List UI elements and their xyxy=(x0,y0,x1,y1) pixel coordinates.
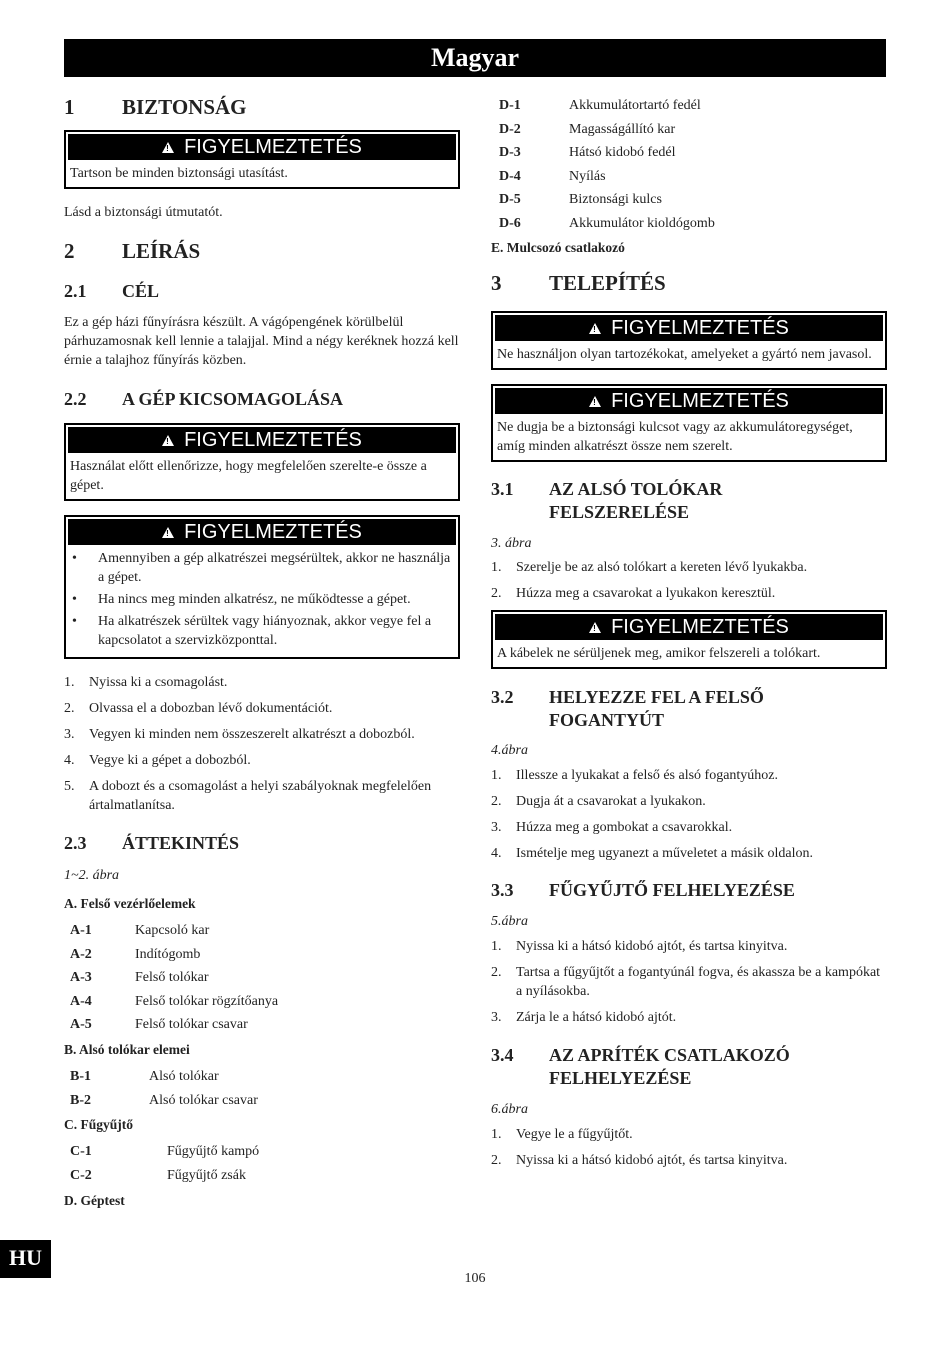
step-text: Szerelje be az alsó tolókart a kereten lévő lyukakba. xyxy=(516,559,808,575)
part-name: Indítógomb xyxy=(135,946,201,962)
part-name: Kapcsoló kar xyxy=(135,923,210,938)
section-title-line: FELSZERELÉSE xyxy=(549,501,690,522)
step-text: Dugja át a csavarokat a lyukakon. xyxy=(516,793,706,809)
step-text: Olvassa el a dobozban lévő dokumentációt. xyxy=(89,701,333,716)
part-code: D-1 xyxy=(499,98,521,113)
section-3-2-heading xyxy=(491,686,887,732)
section-number: 2 xyxy=(64,239,75,263)
warning-header xyxy=(495,614,883,640)
warning-text: A kábelek ne sérüljenek meg, amikor felszereli a tolókart. xyxy=(497,645,821,661)
warning-box xyxy=(491,311,887,370)
part-code: B-1 xyxy=(70,1069,91,1085)
parts-list xyxy=(491,96,887,233)
part-row xyxy=(64,1091,460,1110)
step-text: A dobozt és a csomagolást a helyi szabályoknak megfelelően ártalmatlanítsa. xyxy=(89,779,432,813)
figure-reference: 5.ábra xyxy=(491,913,528,929)
part-name: Biztonsági kulcs xyxy=(569,192,662,208)
paragraph: Ez a gép házi fűnyírásra készült. A vágópengének körülbelül párhuzamosnak kell lennie a talajjal. Mind a négy keréknek hozzá kell érnie a talajhoz fűnyírás közben. xyxy=(64,315,459,368)
part-row xyxy=(64,968,460,987)
list-item xyxy=(64,673,460,692)
step-number: 2. xyxy=(491,1152,502,1168)
part-name: Nyílás xyxy=(569,168,606,184)
section-number: 3.1 xyxy=(491,478,514,499)
step-number: 3. xyxy=(64,727,75,742)
step-number: 1. xyxy=(491,767,502,783)
list-item xyxy=(70,590,454,609)
part-row xyxy=(64,1142,460,1161)
group-title: B. Alsó tolókar elemei xyxy=(64,1042,190,1058)
step-number: 1. xyxy=(491,559,502,575)
step-number: 3. xyxy=(491,819,502,835)
part-row xyxy=(491,167,887,186)
part-code: D-3 xyxy=(499,145,521,161)
part-code: A-2 xyxy=(70,946,92,962)
list-item xyxy=(491,1151,887,1170)
part-name: Felső tolókar rögzítőanya xyxy=(135,993,279,1009)
steps-list xyxy=(491,766,887,863)
part-code: A-3 xyxy=(70,970,92,986)
warning-label: FIGYELMEZTETÉS xyxy=(611,316,789,339)
figure-reference: 4.ábra xyxy=(491,742,528,758)
section-number: 2.1 xyxy=(64,281,87,301)
section-number: 2.3 xyxy=(64,833,87,853)
section-title: BIZTONSÁG xyxy=(122,95,247,119)
paragraph: Lásd a biztonsági útmutatót. xyxy=(64,205,223,220)
step-number: 3. xyxy=(491,1009,502,1025)
part-row xyxy=(491,96,887,115)
section-title-line: FOGANTYÚT xyxy=(549,709,665,730)
step-text: Húzza meg a gombokat a csavarokkal. xyxy=(516,819,733,835)
warning-label: FIGYELMEZTETÉS xyxy=(611,615,789,638)
section-3-1-heading xyxy=(491,478,887,524)
step-text: Nyissa ki a csomagolást. xyxy=(89,675,228,690)
step-number: 4. xyxy=(491,845,502,861)
right-column xyxy=(491,96,887,1177)
language-tab: HU xyxy=(0,1240,51,1278)
page-title-banner: Magyar xyxy=(64,39,886,77)
steps-list xyxy=(491,937,887,1027)
warning-text: Ne dugja be a biztonsági kulcsot vagy az akkumulátoregységet, amíg minden alkatrészt össze nem szerelt. xyxy=(497,419,853,454)
part-name: Felső tolókar xyxy=(135,970,209,986)
warning-label: FIGYELMEZTETÉS xyxy=(184,136,362,158)
list-item xyxy=(491,844,887,863)
section-number: 3 xyxy=(491,270,502,295)
warning-header xyxy=(68,519,456,545)
warning-header xyxy=(495,388,883,414)
parts-list xyxy=(64,1067,460,1110)
part-name: Akkumulátor kioldógomb xyxy=(569,215,715,231)
section-title-line: AZ APRÍTÉK CSATLAKOZÓ xyxy=(549,1044,790,1065)
list-item xyxy=(70,549,454,587)
warning-text: Tartson be minden biztonsági utasítást. xyxy=(70,166,288,181)
warning-label: FIGYELMEZTETÉS xyxy=(184,521,362,543)
section-title: ÁTTEKINTÉS xyxy=(122,833,240,853)
warning-body xyxy=(66,547,458,657)
list-item xyxy=(64,777,460,815)
section-2-2-heading xyxy=(64,388,460,411)
list-item xyxy=(491,963,887,1001)
section-title xyxy=(549,686,764,732)
list-item xyxy=(70,612,454,650)
bullet: • xyxy=(72,614,77,629)
warning-header xyxy=(495,315,883,341)
section-number: 3.2 xyxy=(491,686,514,707)
list-item-text: Ha nincs meg minden alkatrész, ne működtesse a gépet. xyxy=(98,592,411,607)
step-text: Vegye ki a gépet a dobozból. xyxy=(89,753,251,768)
part-row xyxy=(64,992,460,1011)
warning-triangle-icon xyxy=(589,323,601,334)
part-code: A-5 xyxy=(70,1017,92,1033)
warning-box xyxy=(491,610,887,669)
section-title: CÉL xyxy=(122,281,160,301)
section-number: 3.3 xyxy=(491,879,514,900)
section-1-heading xyxy=(64,95,460,120)
part-row xyxy=(64,1015,460,1034)
part-row xyxy=(491,120,887,139)
warning-header xyxy=(68,134,456,160)
part-row xyxy=(491,190,887,209)
section-3-4-heading xyxy=(491,1044,887,1090)
part-row xyxy=(491,214,887,233)
section-title: A GÉP KICSOMAGOLÁSA xyxy=(122,389,344,409)
warning-box xyxy=(64,515,460,659)
warning-text: Ne használjon olyan tartozékokat, amelyeket a gyártó nem javasol. xyxy=(497,346,872,362)
section-2-heading xyxy=(64,239,460,264)
list-item xyxy=(491,937,887,956)
list-item-text: Ha alkatrészek sérültek vagy hiányoznak, akkor vegye fel a kapcsolatot a szervizközponttal. xyxy=(98,614,432,648)
bullet: • xyxy=(72,551,77,566)
list-item xyxy=(491,792,887,811)
section-title: FŰGYŰJTŐ FELHELYEZÉSE xyxy=(549,879,795,900)
list-item xyxy=(491,584,887,603)
figure-reference: 1~2. ábra xyxy=(64,868,120,883)
part-row xyxy=(64,945,460,964)
step-number: 1. xyxy=(491,1126,502,1142)
list-item-text: Amennyiben a gép alkatrészei megsérültek, akkor ne használja a gépet. xyxy=(98,551,451,585)
section-title: TELEPÍTÉS xyxy=(549,270,666,295)
warning-box xyxy=(491,384,887,462)
step-text: Zárja le a hátsó kidobó ajtót. xyxy=(516,1009,677,1025)
steps-list xyxy=(491,1125,887,1170)
section-title-line: AZ ALSÓ TOLÓKAR xyxy=(549,478,723,499)
bullet: • xyxy=(72,592,77,607)
part-code: A-1 xyxy=(70,923,92,938)
section-2-3-heading xyxy=(64,832,460,855)
section-number: 2.2 xyxy=(64,389,87,409)
step-number: 2. xyxy=(491,585,502,601)
group-title: A. Felső vezérlőelemek xyxy=(64,896,196,911)
step-number: 4. xyxy=(64,753,75,768)
part-name: Alsó tolókar csavar xyxy=(149,1092,258,1108)
part-name: Alsó tolókar xyxy=(149,1069,219,1085)
figure-reference: 6.ábra xyxy=(491,1101,528,1117)
list-item xyxy=(64,725,460,744)
warning-box xyxy=(64,423,460,501)
step-number: 2. xyxy=(491,793,502,809)
part-name: Fűgyűjtő kampó xyxy=(167,1143,260,1159)
group-title: C. Fűgyűjtő xyxy=(64,1116,134,1132)
step-number: 1. xyxy=(491,938,502,954)
steps-list xyxy=(64,673,460,815)
section-number: 3.4 xyxy=(491,1044,514,1065)
step-text: Vegye le a fűgyűjtőt. xyxy=(516,1126,633,1142)
part-row xyxy=(64,1067,460,1086)
part-code: D-5 xyxy=(499,192,521,208)
list-item xyxy=(64,699,460,718)
part-name: Magasságállító kar xyxy=(569,121,676,137)
section-title xyxy=(549,1044,790,1090)
step-number: 2. xyxy=(64,701,75,716)
part-code: D-2 xyxy=(499,121,521,137)
section-3-heading xyxy=(491,271,887,296)
step-number: 2. xyxy=(491,964,502,980)
part-row xyxy=(491,143,887,162)
warning-triangle-icon xyxy=(162,435,174,446)
part-name: Felső tolókar csavar xyxy=(135,1017,248,1033)
part-name: Hátsó kidobó fedél xyxy=(569,145,676,161)
part-code: C-2 xyxy=(70,1167,92,1183)
warning-triangle-icon xyxy=(162,142,174,153)
part-row xyxy=(64,921,460,940)
part-name: Fűgyűjtő zsák xyxy=(167,1167,246,1183)
part-code: B-2 xyxy=(70,1092,91,1108)
step-text: Húzza meg a csavarokat a lyukakon keresztül. xyxy=(516,585,776,601)
section-title: LEÍRÁS xyxy=(122,239,201,263)
step-number: 1. xyxy=(64,675,75,690)
list-item xyxy=(491,1008,887,1027)
step-text: Nyissa ki a hátsó kidobó ajtót, és tartsa kinyitva. xyxy=(516,1152,788,1168)
step-text: Illessze a lyukakat a felső és alsó fogantyúhoz. xyxy=(516,767,779,783)
section-2-1-heading xyxy=(64,280,460,303)
warning-text: Használat előtt ellenőrizze, hogy megfelelően szerelte-e össze a gépet. xyxy=(70,459,427,493)
group-title: E. Mulcsozó csatlakozó xyxy=(491,239,625,255)
list-item xyxy=(491,558,887,577)
warning-box xyxy=(64,130,460,189)
warning-label: FIGYELMEZTETÉS xyxy=(184,429,362,451)
step-number: 5. xyxy=(64,779,75,794)
section-title xyxy=(549,478,722,524)
section-number: 1 xyxy=(64,95,75,119)
warning-label: FIGYELMEZTETÉS xyxy=(611,389,789,412)
parts-list xyxy=(64,921,460,1034)
left-column xyxy=(64,92,460,1209)
list-item xyxy=(491,818,887,837)
step-text: Ismételje meg ugyanezt a műveletet a másik oldalon. xyxy=(516,845,814,861)
warning-triangle-icon xyxy=(162,527,174,538)
part-row xyxy=(64,1166,460,1185)
parts-list xyxy=(64,1142,460,1185)
warning-triangle-icon xyxy=(589,622,601,633)
list-item xyxy=(491,766,887,785)
part-name: Akkumulátortartó fedél xyxy=(569,98,701,113)
step-text: Vegyen ki minden nem összeszerelt alkatrészt a dobozból. xyxy=(89,727,415,742)
warning-header xyxy=(68,427,456,453)
step-text: Nyissa ki a hátsó kidobó ajtót, és tartsa kinyitva. xyxy=(516,938,788,954)
part-code: A-4 xyxy=(70,993,92,1009)
figure-reference: 3. ábra xyxy=(491,535,532,551)
section-title-line: FELHELYEZÉSE xyxy=(549,1067,692,1088)
part-code: C-1 xyxy=(70,1143,92,1159)
page-number: 106 xyxy=(464,1271,486,1286)
part-code: D-6 xyxy=(499,215,521,231)
list-item xyxy=(491,1125,887,1144)
list-item xyxy=(64,751,460,770)
section-title-line: HELYEZZE FEL A FELSŐ xyxy=(549,686,764,707)
section-3-3-heading xyxy=(491,879,887,902)
part-code: D-4 xyxy=(499,168,521,184)
step-text: Tartsa a fűgyűjtőt a fogantyúnál fogva, és akassza be a kampókat a nyílásokba. xyxy=(516,964,881,999)
warning-bullet-list xyxy=(70,549,454,650)
warning-triangle-icon xyxy=(589,396,601,407)
steps-list xyxy=(491,558,887,603)
group-title: D. Géptest xyxy=(64,1192,125,1208)
